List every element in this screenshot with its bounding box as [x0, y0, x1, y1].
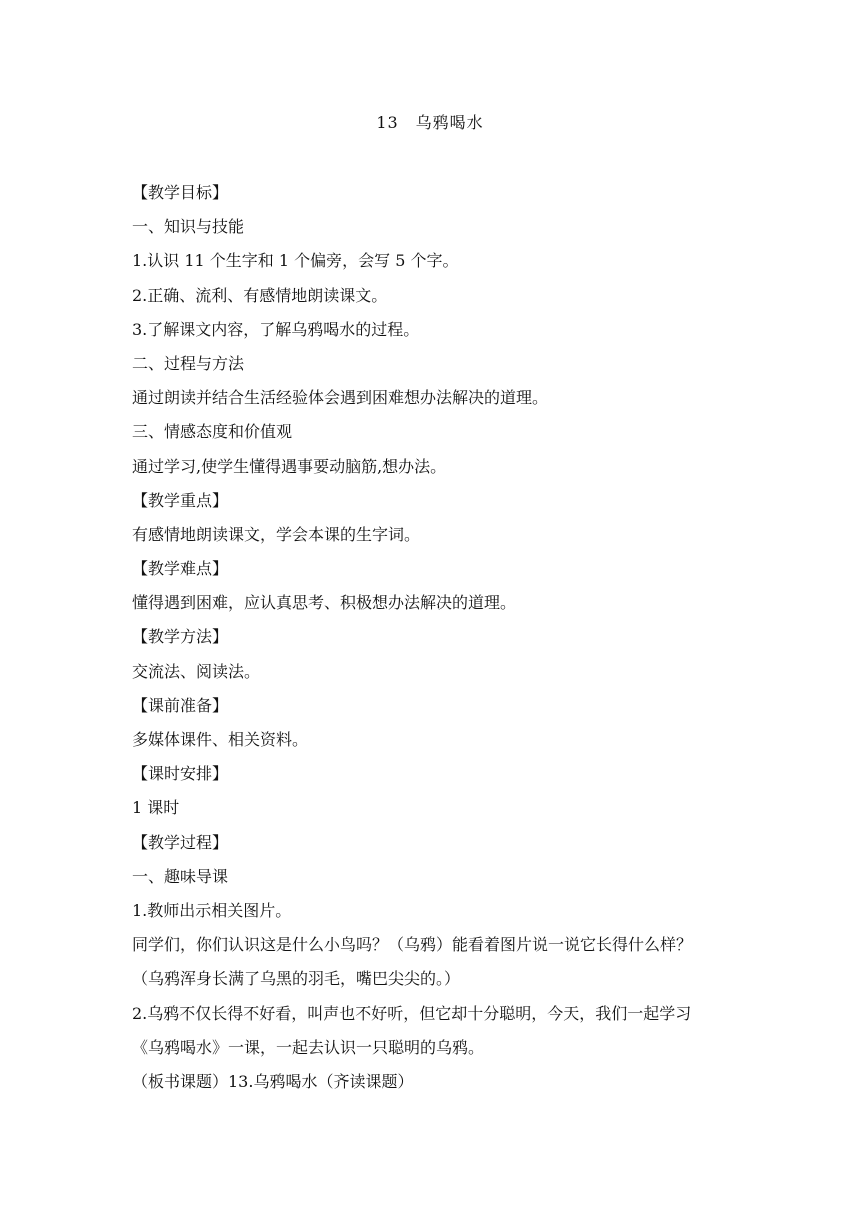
section-heading-key-points: 【教学重点】 [132, 490, 229, 510]
process-method-text: 通过朗读并结合生活经验体会遇到困难想办法解决的道理。 [132, 388, 549, 408]
preparation-text: 多媒体课件、相关资料。 [132, 730, 309, 749]
section-heading-schedule: 【课时安排】 [132, 764, 229, 784]
document-body [132, 176, 752, 1099]
objective-item-1: 1.认识 11 个生字和 1 个偏旁，会写 5 个字。 [132, 251, 459, 271]
process-paragraph: 《乌鸦喝水》一课，一起去认识一只聪明的乌鸦。 [132, 1037, 485, 1057]
subheading-knowledge-skills: 一、知识与技能 [132, 217, 245, 237]
section-heading-teaching-process: 【教学过程】 [132, 832, 229, 852]
process-paragraph: （乌鸦浑身长满了乌黑的羽毛，嘴巴尖尖的。） [132, 969, 461, 989]
process-step-2: 2.乌鸦不仅长得不好看，叫声也不好听，但它却十分聪明，今天，我们一起学习 [132, 1003, 692, 1023]
objective-item-3: 3.了解课文内容，了解乌鸦喝水的过程。 [132, 319, 420, 339]
section-heading-objectives: 【教学目标】 [132, 183, 229, 202]
section-heading-preparation: 【课前准备】 [132, 695, 229, 715]
schedule-text: 1 课时 [132, 798, 180, 818]
emotion-values-text: 通过学习,使学生懂得遇事要动脑筋,想办法。 [132, 456, 447, 476]
process-paragraph: （板书课题）13.乌鸦喝水（齐读课题） [132, 1071, 414, 1091]
process-step-1: 1.教师出示相关图片。 [132, 900, 292, 920]
section-heading-methods: 【教学方法】 [132, 627, 229, 647]
subheading-process-method: 二、过程与方法 [132, 353, 245, 373]
key-points-text: 有感情地朗读课文，学会本课的生字词。 [132, 524, 421, 544]
section-heading-difficulties: 【教学难点】 [132, 559, 229, 579]
objective-item-2: 2.正确、流利、有感情地朗读课文。 [132, 285, 388, 305]
methods-text: 交流法、阅读法。 [132, 661, 261, 681]
page-title: 13 乌鸦喝水 [376, 113, 484, 132]
subheading-emotion-values: 三、情感态度和价值观 [132, 422, 293, 442]
subheading-intro: 一、趣味导课 [132, 866, 229, 886]
process-paragraph: 同学们，你们认识这是什么小鸟吗？（乌鸦）能看着图片说一说它长得什么样？ [132, 935, 693, 955]
difficulties-text: 懂得遇到困难，应认真思考、积极想办法解决的道理。 [132, 593, 517, 613]
